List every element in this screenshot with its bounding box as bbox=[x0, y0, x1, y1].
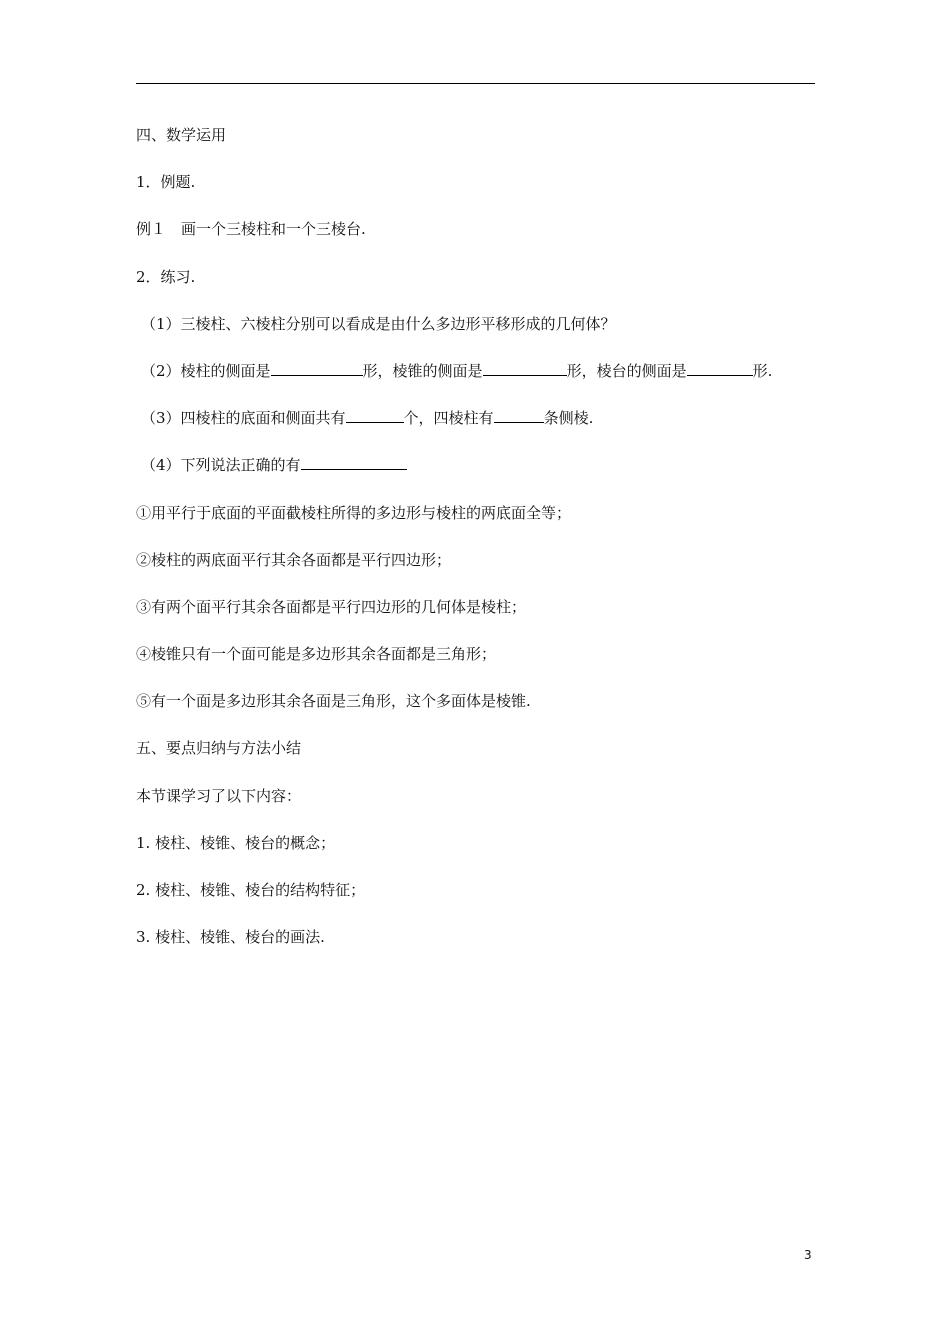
exercise-2-text-2: 形，棱锥的侧面是 bbox=[362, 361, 483, 380]
exercise-3-text-3: 条侧棱. bbox=[543, 409, 594, 428]
exercise-3 bbox=[136, 407, 836, 429]
summary-point-1: 1. 棱柱、棱锥、棱台的概念； bbox=[136, 833, 336, 852]
item-examples: 1．例题. bbox=[136, 173, 196, 192]
summary-point-3: 3. 棱柱、棱锥、棱台的画法. bbox=[136, 928, 325, 947]
exercise-2-text-4: 形. bbox=[752, 361, 773, 380]
exercise-2-text-3: 形，棱台的侧面是 bbox=[566, 361, 687, 380]
page-number: 3 bbox=[804, 1248, 812, 1262]
item-exercises: 2．练习. bbox=[136, 267, 196, 286]
exercise-4 bbox=[136, 454, 836, 476]
section-heading-summary: 五、要点归纳与方法小结 bbox=[136, 739, 302, 758]
summary-point-2: 2. 棱柱、棱锥、棱台的结构特征； bbox=[136, 881, 366, 899]
header-rule bbox=[136, 83, 815, 84]
option-3: ③有两个面平行其余各面都是平行四边形的几何体是棱柱； bbox=[136, 597, 527, 616]
exercise-4-text: （4）下列说法正确的有 bbox=[141, 456, 301, 475]
section-heading-math-application: 四、数学运用 bbox=[136, 126, 227, 144]
exercise-3-text-1: （3）四棱柱的底面和侧面共有 bbox=[141, 409, 346, 428]
answer-blank bbox=[271, 360, 363, 376]
answer-blank bbox=[687, 360, 753, 376]
answer-blank bbox=[301, 454, 407, 470]
answer-blank bbox=[494, 407, 544, 423]
example-1: 例１ 画一个三棱柱和一个三棱台. bbox=[136, 220, 366, 239]
summary-intro: 本节课学习了以下内容： bbox=[136, 786, 302, 805]
option-5: ⑤有一个面是多边形其余各面是三角形，这个多面体是棱锥. bbox=[136, 692, 531, 711]
option-4: ④棱锥只有一个面可能是多边形其余各面都是三角形； bbox=[136, 645, 497, 664]
answer-blank bbox=[346, 407, 404, 423]
exercise-2 bbox=[136, 360, 836, 382]
exercise-2-text-1: （2）棱柱的侧面是 bbox=[141, 361, 271, 380]
document-body bbox=[136, 124, 836, 973]
exercise-1: （1）三棱柱、六棱柱分别可以看成是由什么多边形平移形成的几何体？ bbox=[141, 314, 616, 333]
option-2: ②棱柱的两底面平行其余各面都是平行四边形； bbox=[136, 550, 452, 569]
answer-blank bbox=[483, 360, 567, 376]
exercise-3-text-2: 个，四棱柱有 bbox=[403, 409, 494, 428]
option-1: ①用平行于底面的平面截棱柱所得的多边形与棱柱的两底面全等； bbox=[136, 503, 572, 522]
